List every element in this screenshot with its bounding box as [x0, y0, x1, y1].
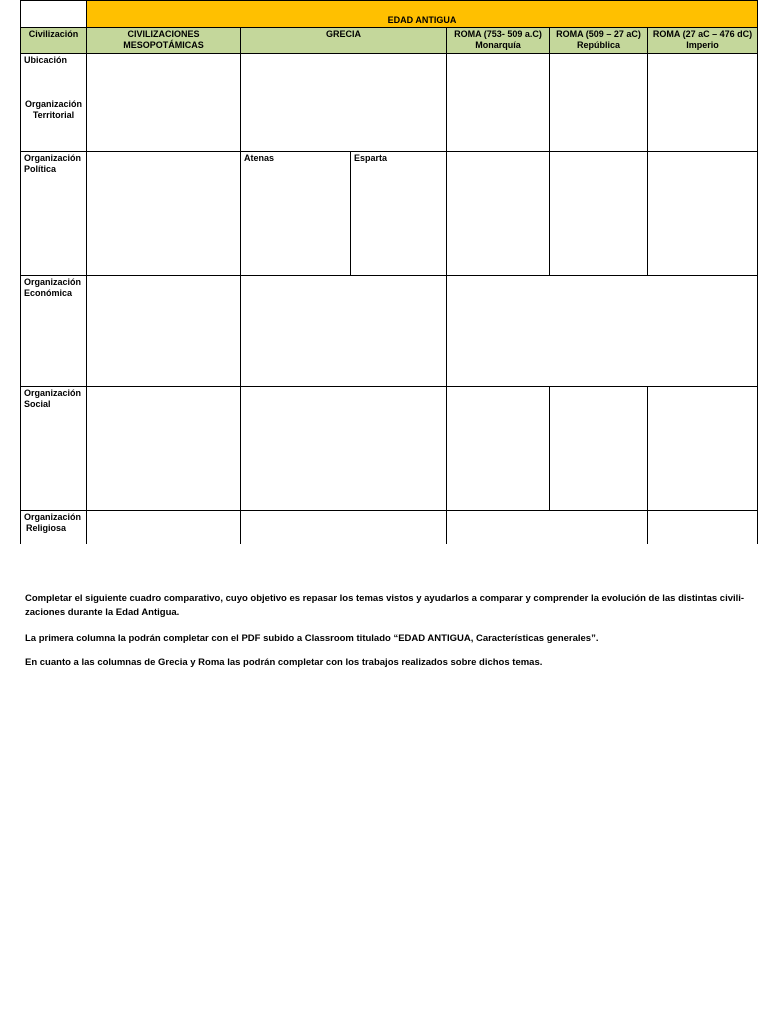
header-roma-imperio [648, 28, 758, 54]
row-label-economica [21, 276, 87, 387]
label-org-politica-2: Política [24, 164, 57, 174]
comparative-table [20, 0, 758, 544]
label-org-social-2: Social [24, 399, 51, 409]
row-label-ubicacion-territorial [21, 54, 87, 152]
corner-cell [21, 1, 87, 28]
cell-roma-rep-social[interactable] [550, 387, 648, 511]
cell-meso-politica[interactable] [87, 152, 241, 276]
header-grecia: GRECIA [241, 28, 447, 54]
row-label-politica [21, 152, 87, 276]
cell-roma-imp-religiosa[interactable] [648, 511, 758, 544]
instruction-paragraph-2: La primera columna la podrán completar con el PDF subido a Classroom titulado “EDAD ANTIGUA, Características generales”. [25, 633, 599, 644]
label-org-territorial-1: Organización [24, 99, 82, 109]
era-title: EDAD ANTIGUA [87, 1, 758, 28]
cell-roma-economica[interactable] [447, 276, 758, 387]
cell-meso-economica[interactable] [87, 276, 241, 387]
cell-meso-social[interactable] [87, 387, 241, 511]
cell-roma-mon-rep-religiosa[interactable] [447, 511, 648, 544]
cell-meso-ubicacion[interactable] [87, 54, 241, 152]
header-roma-monarquia-line2: Monarquía [475, 40, 521, 50]
cell-roma-mon-social[interactable] [447, 387, 550, 511]
cell-grecia-economica[interactable] [241, 276, 447, 387]
header-roma-imperio-line1: ROMA (27 aC – 476 dC) [652, 29, 753, 39]
cell-roma-mon-ubicacion[interactable] [447, 54, 550, 152]
label-ubicacion: Ubicación [24, 55, 68, 65]
cell-grecia-ubicacion[interactable] [241, 54, 447, 152]
cell-grecia-religiosa[interactable] [241, 511, 447, 544]
row-label-religiosa [21, 511, 87, 544]
label-org-economica-2: Económica [24, 288, 73, 298]
header-roma-republica-line2: República [576, 40, 620, 50]
cell-grecia-esparta-politica[interactable]: Esparta [351, 152, 447, 276]
cell-grecia-atenas-politica[interactable]: Atenas [241, 152, 351, 276]
header-roma-monarquia [447, 28, 550, 54]
label-org-social-1: Organización [24, 388, 82, 398]
label-org-politica-1: Organización [24, 153, 82, 163]
cell-roma-rep-politica[interactable] [550, 152, 648, 276]
header-civilizacion: Civilización [21, 28, 87, 54]
cell-roma-imp-politica[interactable] [648, 152, 758, 276]
header-roma-monarquia-line1: ROMA (753- 509 a.C) [454, 29, 542, 39]
header-roma-imperio-line2: Imperio [686, 40, 719, 50]
label-org-territorial-2: Territorial [32, 110, 75, 120]
instruction-paragraph-3: En cuanto a las columnas de Grecia y Roma las podrán completar con los trabajos realizados sobre dichos temas. [25, 657, 543, 668]
cell-roma-rep-ubicacion[interactable] [550, 54, 648, 152]
label-org-religiosa-2: Religiosa [26, 523, 67, 533]
cell-roma-imp-social[interactable] [648, 387, 758, 511]
header-roma-republica-line1: ROMA (509 – 27 aC) [556, 29, 641, 39]
header-roma-republica [550, 28, 648, 54]
label-org-economica-1: Organización [24, 277, 82, 287]
instruction-paragraph-1: Completar el siguiente cuadro comparativo, cuyo objetivo es repasar los temas vistos y ayudarlos a comparar y comprender la evolución de las distintas civili-zaciones durante la Edad Antigua. [25, 593, 745, 618]
cell-grecia-social[interactable] [241, 387, 447, 511]
cell-roma-mon-politica[interactable] [447, 152, 550, 276]
row-label-social [21, 387, 87, 511]
header-mesopotamia: CIVILIZACIONES MESOPOTÁMICAS [87, 28, 241, 54]
cell-roma-imp-ubicacion[interactable] [648, 54, 758, 152]
label-org-religiosa-1: Organización [24, 512, 82, 522]
cell-meso-religiosa[interactable] [87, 511, 241, 544]
